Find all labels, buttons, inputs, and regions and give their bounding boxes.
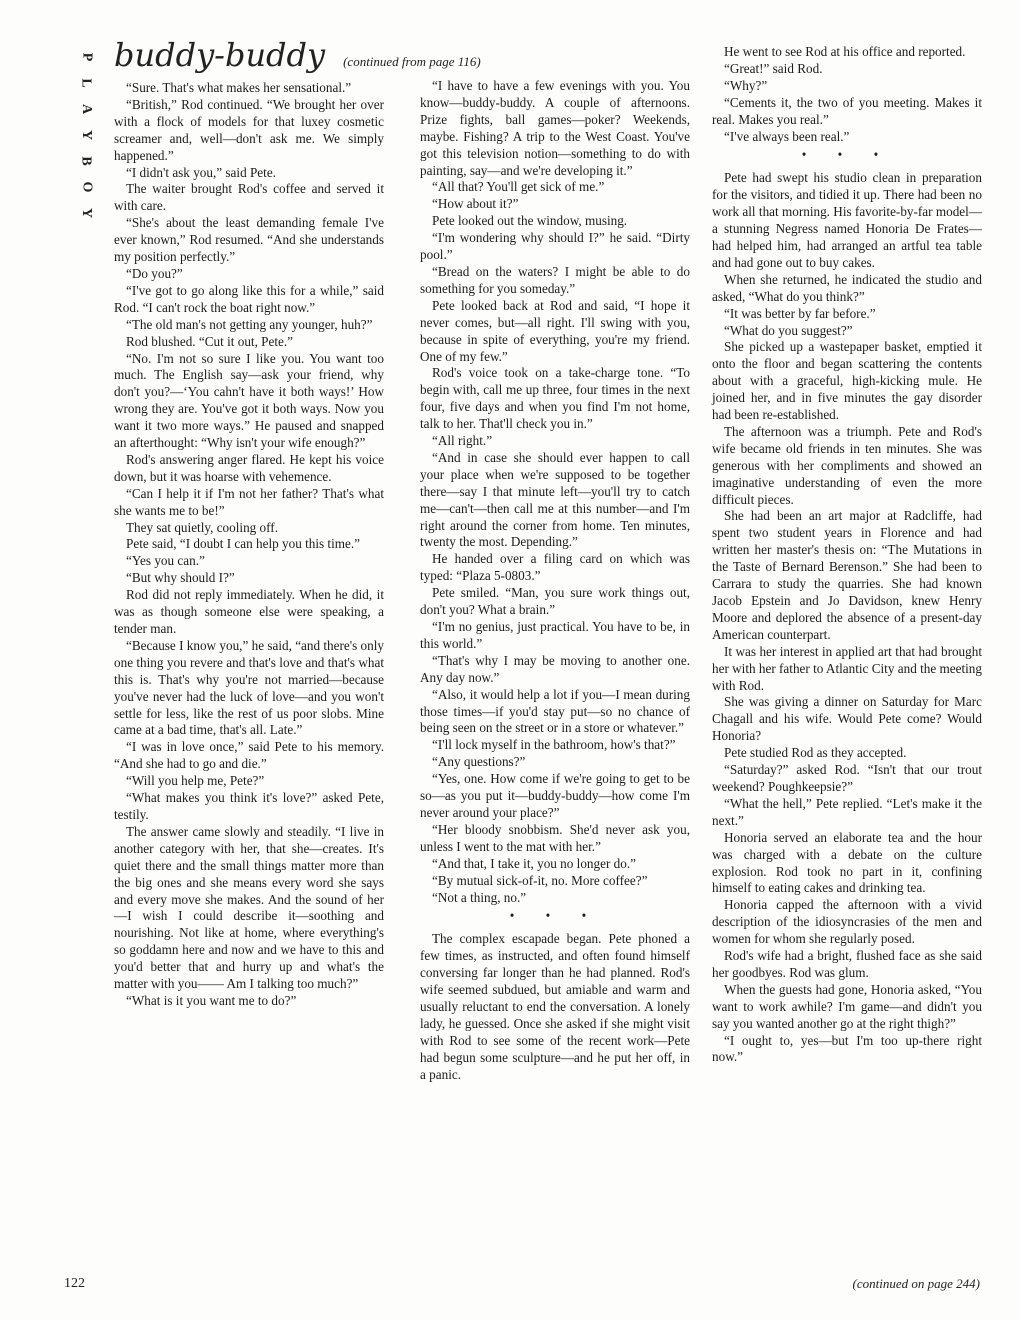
paragraph: “I've always been real.” (724, 128, 850, 144)
paragraph: “I didn't ask you,” said Pete. (126, 164, 276, 180)
continued-from-note: (continued from page 116) (343, 54, 481, 69)
paragraph: Pete looked back at Rod and said, “I hope it never comes, but—all right. I'll swing with you, because in spite of everything, you're my friend. One of my few.” (420, 297, 690, 364)
magazine-letter: B (79, 156, 94, 166)
paragraph: “And that, I take it, you no longer do.” (432, 855, 636, 871)
paragraph: Pete studied Rod as they accepted. (724, 745, 907, 761)
magazine-letter: O (78, 181, 94, 193)
paragraph: Honoria capped the afternoon with a vivid description of the idiosyncrasies of the men and women for whom she regularly posed. (712, 897, 982, 947)
page-number: 122 (64, 1276, 85, 1291)
paragraph: “Also, it would help a lot if you—I mean during those times—if you'd stay put—so no chance of being seen on the street or in a store or whatever.” (420, 686, 690, 736)
paragraph: “Cements it, the two of you meeting. Makes it real. Makes you real.” (712, 94, 982, 127)
paragraph: Pete had swept his studio clean in preparation for the visitors, and tidied it up. There had been no work all that morning. His favorite-by-far model—a stunning Negress named Honoria De Frates—had helped him, had arranged an artful tea table and had gone out to buy cakes. (712, 170, 982, 270)
paragraph: “The old man's not getting any younger, huh?” (126, 316, 373, 332)
paragraph: “How about it?” (432, 196, 519, 212)
section-separator: • • • (801, 147, 893, 163)
paragraph: Pete looked out the window, musing. (432, 213, 628, 229)
paragraph: He went to see Rod at his office and reported. (724, 44, 966, 59)
paragraph: She picked up a wastepaper basket, emptied it onto the floor and began scattering the contents about with a graceful, high-kicking mule. He joined her, and in five minutes the gay disorder had been re-established. (712, 339, 982, 423)
paragraph: “It was better by far before.” (724, 305, 876, 321)
paragraph: “British,” Rod continued. “We brought her over with a flock of models for that luxey cosmetic screamer and, well—don't ask me. We simply happened.” (114, 96, 384, 163)
paragraph: “What makes you think it's love?” asked Pete, testily. (114, 790, 384, 822)
paragraph: It was her interest in applied art that had brought her with her father to Atlantic City and the meeting with Rod. (712, 643, 982, 693)
article-title: buddy-buddy (114, 36, 326, 74)
magazine-letter: A (79, 103, 94, 115)
paragraph: “What the hell,” Pete replied. “Let's make it the next.” (712, 795, 982, 828)
paragraph: “Any questions?” (432, 754, 526, 770)
paragraph: “Bread on the waters? I might be able to do something for you someday.” (420, 263, 690, 296)
paragraph: “Why?” (724, 77, 768, 93)
paragraph: The answer came slowly and steadily. “I live in another category with her, that she—creates. It's quiet there and the small things matter more than the big ones and she means every word she says and every move she makes. And the sound of her—I wish I could describe it—soothing and nourishing. Not like at home, where everything's so goddamn here and now and we have to this and you'd better that and hurry up and what's the matter with you—— Am I talking too much?” (114, 823, 384, 992)
paragraph: “She's about the least demanding female I've ever known,” Rod resumed. “And she understands my position perfectly.” (114, 215, 384, 265)
paragraph: “Do you?” (126, 265, 183, 281)
paragraph: “By mutual sick-of-it, no. More coffee?” (432, 872, 648, 888)
paragraph: Pete said, “I doubt I can help you this time.” (126, 536, 361, 552)
paragraph: “I'll lock myself in the bathroom, how's that?” (432, 737, 676, 753)
magazine-letter: Y (79, 129, 94, 141)
paragraph: “No. I'm not so sure I like you. You want too much. The English say—ask your friend, why don't you?—‘You cahn't have it both ways!’ How wrong they are. You've got it both ways. Now you want it two more ways.” He paused and snapped an afterthought: “Why isn't your wife enough?” (114, 350, 384, 451)
paragraph: They sat quietly, cooling off. (126, 519, 278, 535)
paragraph: “I've got to go along like this for a while,” said Rod. “I can't rock the boat right now.” (114, 282, 384, 315)
paragraph: He handed over a filing card on which was typed: “Plaza 5-0803.” (420, 551, 690, 584)
paragraph: “Will you help me, Pete?” (126, 773, 265, 789)
paragraph: The waiter brought Rod's coffee and served it with care. (114, 181, 384, 214)
paragraph: When she returned, he indicated the studio and asked, “What do you think?” (712, 271, 982, 304)
paragraph: Rod's answering anger flared. He kept his voice down, but it was hoarse with vehemence. (114, 451, 384, 484)
paragraph: Honoria served an elaborate tea and the hour was charged with a debate on the culture explosion. Rod took no part in it, confining himself to eating cakes and drinking tea. (712, 829, 982, 896)
paragraph: “Yes you can.” (126, 553, 205, 569)
paragraph: “That's why I may be moving to another one. Any day now.” (420, 652, 690, 685)
paragraph: “Saturday?” asked Rod. “Isn't that our trout weekend? Poughkeepsie?” (712, 762, 982, 794)
text-column-2 (420, 78, 690, 1083)
paragraph: “I ought to, yes—but I'm too up-there right now.” (712, 1032, 982, 1065)
paragraph: “And in case she should ever happen to call your place when we're supposed to be together there—say I that minute left—you'll try to catch me—can't—then call me at this number—and I'm right around the corner from home. Ten minutes, twenty the most. Depending.” (420, 449, 690, 550)
paragraph: Rod blushed. “Cut it out, Pete.” (126, 333, 294, 349)
paragraph: “Can I help it if I'm not her father? That's what she wants me to be!” (114, 485, 384, 518)
section-separator: • • • (509, 908, 601, 924)
paragraph: “Not a thing, no.” (432, 889, 527, 905)
paragraph: “I'm no genius, just practical. You have to be, in this world.” (420, 619, 690, 651)
paragraph: “Sure. That's what makes her sensational.” (126, 80, 352, 95)
paragraph: She had been an art major at Radcliffe, had spent two student years in Florence and had written her master's thesis on: “The Mutations in the Taste of Bernard Berenson.” She had been to Carrara to study the quarries. She had known Jacob Epstein and Jo Davidson, knew Henry Moore and deplored the absence of a present-day American counterpart. (712, 508, 982, 642)
paragraph: The complex escapade began. Pete phoned a few times, as instructed, and often found himself conversing far longer than he had planned. Rod's wife seemed subdued, but amiable and warm and usually reluctant to end the conversation. A lonely lady, he guessed. Once she asked if she might visit with Rod to see some of the recent work—Pete had begun some sculpture—and he put her off, in a panic. (420, 931, 690, 1082)
paragraph: She was giving a dinner on Saturday for Marc Chagall and his wife. Would Pete come? Would Honoria? (712, 694, 982, 744)
paragraph: “Yes, one. How come if we're going to get to be so—as you put it—buddy-buddy—how come I'm never around your place?” (420, 771, 690, 820)
continued-on-note: (continued on page 244) (852, 1276, 980, 1291)
article-header (114, 36, 481, 80)
paragraph: “Great!” said Rod. (724, 60, 823, 76)
paragraph: Rod's wife had a bright, flushed face as she said her goodbyes. Rod was glum. (712, 948, 982, 980)
paragraph: “I'm wondering why should I?” he said. “Dirty pool.” (420, 230, 690, 263)
paragraph: “Because I know you,” he said, “and there's only one thing you revere and that's love and that's what this is. That's why you're not married—because you've never had the luck of love—and you won't settle for less, like the rest of us poor slobs. Mine came at a bad time, that's all. Late.” (114, 637, 384, 738)
paragraph: “Her bloody snobbism. She'd never ask you, unless I went to the mat with her.” (420, 821, 690, 854)
magazine-name-vertical (74, 44, 98, 226)
paragraph: Pete smiled. “Man, you sure work things out, don't you? What a brain.” (420, 585, 690, 618)
paragraph: Rod's voice took on a take-charge tone. “To begin with, call me up three, four times in the next four, five days and when you find I'm not home, talk to her. That'll check you in.” (420, 365, 690, 432)
magazine-letter: P (79, 52, 94, 62)
paragraph: “All that? You'll get sick of me.” (432, 179, 605, 195)
paragraph: “What is it you want me to do?” (126, 992, 297, 1008)
magazine-letter: Y (79, 207, 94, 219)
paragraph: “I was in love once,” said Pete to his memory. “And she had to go and die.” (114, 739, 384, 772)
text-column-3 (712, 44, 982, 1066)
paragraph: The afternoon was a triumph. Pete and Rod's wife became old friends in ten minutes. She was generous with her compliments and showed an imaginative understanding of even the more difficult pieces. (712, 423, 982, 507)
paragraph: “All right.” (432, 433, 493, 449)
paragraph: “But why should I?” (126, 570, 235, 586)
text-column-1 (114, 80, 384, 1010)
magazine-letter: L (79, 78, 94, 88)
paragraph: When the guests had gone, Honoria asked, “You want to work awhile? I'm game—and didn't you say you wanted another go at the right thigh?” (712, 981, 982, 1031)
paragraph: Rod did not reply immediately. When he did, it was as though someone else were speaking, a tender man. (114, 587, 384, 636)
paragraph: “I have to have a few evenings with you. You know—buddy-buddy. A couple of afternoons. Prize fights, ball games—poker? Weekends, maybe. Fishing? A trip to the West Coast. You've got this television notion—something to do with painting, say—and we're developing it.” (420, 78, 690, 178)
paragraph: “What do you suggest?” (724, 322, 853, 338)
